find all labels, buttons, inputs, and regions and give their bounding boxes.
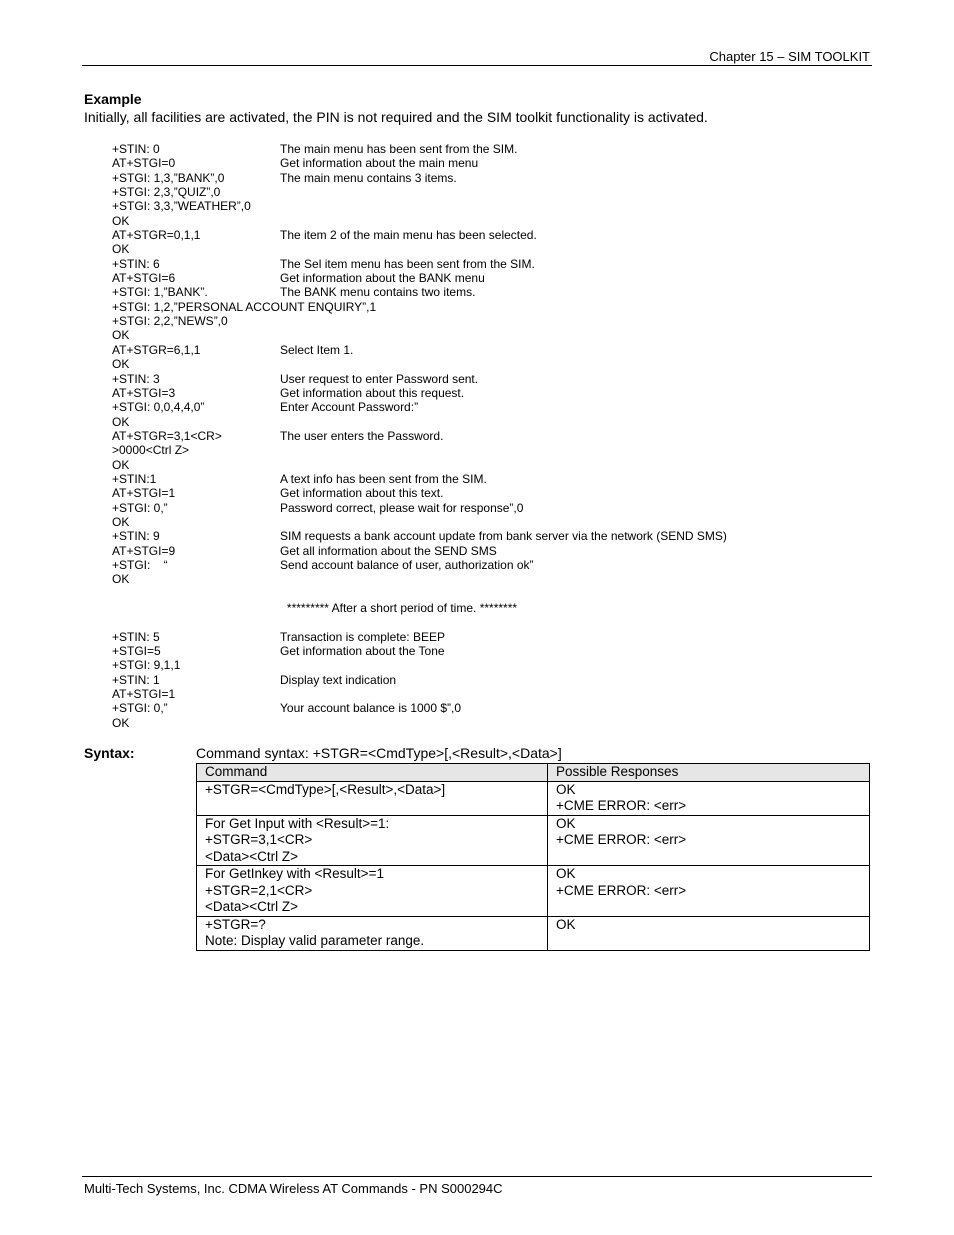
log-row — [112, 587, 812, 601]
command-line: <Data><Ctrl Z> — [205, 848, 299, 864]
log-row — [112, 400, 812, 414]
response-line: +CME ERROR: <err> — [556, 832, 687, 847]
log-row — [112, 630, 812, 644]
log-command: AT+STGR=6,1,1 — [112, 342, 201, 357]
log-command: +STIN: 9 — [112, 529, 160, 544]
log-command: +STGI: 2,3,”QUIZ”,0 — [112, 185, 221, 200]
log-row — [112, 300, 812, 314]
command-cell — [197, 815, 548, 866]
log-command: +STIN: 6 — [112, 256, 160, 271]
log-command: OK — [112, 514, 130, 529]
log-row — [112, 716, 812, 730]
log-row — [112, 386, 812, 400]
log-command: +STIN: 1 — [112, 672, 160, 687]
page-footer: Multi-Tech Systems, Inc. CDMA Wireless AT Commands - PN S000294C — [84, 1181, 503, 1196]
log-command: AT+STGI=6 — [112, 271, 176, 286]
log-row — [112, 314, 812, 328]
section-intro: Initially, all facilities are activated, the PIN is not required and the SIM toolkit functionality is activated. — [84, 109, 708, 125]
log-command: +STGI: 1,3,”BANK”,0 — [112, 170, 225, 185]
log-command: AT+STGR=0,1,1 — [112, 228, 201, 243]
log-description: The main menu contains 3 items. — [280, 170, 457, 185]
log-row — [112, 343, 812, 357]
log-description: Get information about the main menu — [280, 156, 479, 171]
log-command: +STIN: 3 — [112, 371, 160, 386]
log-row — [112, 529, 812, 543]
log-command: AT+STGI=9 — [112, 543, 176, 558]
log-command: AT+STGI=0 — [112, 156, 176, 171]
log-command: OK — [112, 213, 130, 228]
log-description: Get information about the Tone — [280, 644, 445, 659]
log-command: +STGI: 3,3,”WEATHER”,0 — [112, 199, 251, 214]
table-row — [197, 866, 870, 917]
command-line: +STGR=2,1<CR> — [205, 882, 313, 898]
table-row — [197, 815, 870, 866]
command-cell — [197, 781, 548, 815]
log-command: +STGI: 1,2,”PERSONAL ACCOUNT ENQUIRY”,1 — [112, 299, 377, 314]
log-row — [112, 285, 812, 299]
log-row — [112, 357, 812, 371]
log-description: Get information about this text. — [280, 486, 444, 501]
log-description: The item 2 of the main menu has been selected. — [280, 228, 537, 243]
log-command: OK — [112, 357, 130, 372]
command-table — [196, 763, 870, 951]
log-row — [112, 687, 812, 701]
log-description: The main menu has been sent from the SIM. — [280, 142, 518, 156]
log-row — [112, 443, 812, 457]
response-cell — [548, 781, 870, 815]
log-command: +STGI: 0,” — [112, 500, 168, 515]
command-line: Note: Display valid parameter range. — [205, 933, 425, 948]
command-cell — [197, 916, 548, 950]
syntax-text: Command syntax: +STGR=<CmdType>[,<Result>,<Data>] — [196, 745, 562, 761]
response-line: OK — [556, 866, 576, 881]
log-row — [112, 214, 812, 228]
log-row — [112, 486, 812, 500]
table-row — [197, 916, 870, 950]
log-command: +STGI: 1,”BANK”. — [112, 285, 208, 300]
log-row — [112, 658, 812, 672]
log-command: OK — [112, 414, 130, 429]
log-row — [112, 242, 812, 256]
log-row — [112, 644, 812, 658]
response-line: OK — [556, 815, 576, 831]
command-line: +STGR=<CmdType>[,<Result>,<Data>] — [205, 781, 446, 797]
log-row — [112, 415, 812, 429]
command-line: For Get Input with <Result>=1: — [205, 815, 390, 831]
log-description: Enter Account Password:” — [280, 400, 419, 415]
table-header-responses: Possible Responses — [548, 764, 870, 782]
log-description: ********* After a short period of time. ******** — [286, 601, 518, 615]
log-command: OK — [112, 328, 130, 343]
log-description: Get information about the BANK menu — [280, 271, 485, 286]
log-description: Get all information about the SEND SMS — [280, 543, 497, 558]
log-command: AT+STGI=3 — [112, 385, 176, 400]
log-row — [112, 701, 812, 715]
response-cell — [548, 815, 870, 866]
log-command: +STGI: 9,1,1 — [112, 658, 181, 673]
example-log — [112, 142, 812, 730]
log-description: Display text indication — [280, 672, 397, 687]
command-line: +STGR=3,1<CR> — [205, 832, 313, 847]
log-row — [112, 228, 812, 242]
log-row — [112, 544, 812, 558]
log-command: +STIN: 5 — [112, 629, 160, 644]
log-row — [112, 199, 812, 213]
log-row — [112, 515, 812, 529]
table-header-command: Command — [197, 764, 548, 782]
log-description: The Sel item menu has been sent from the SIM. — [280, 256, 535, 271]
log-row — [112, 472, 812, 486]
log-description: Password correct, please wait for response”,0 — [280, 500, 524, 515]
footer-rule — [82, 1176, 872, 1177]
log-command: +STGI: 0,0,4,4,0” — [112, 400, 205, 415]
page-header-chapter: Chapter 15 – SIM TOOLKIT — [709, 49, 870, 64]
log-row — [112, 601, 812, 615]
log-row — [112, 458, 812, 472]
response-line: +CME ERROR: <err> — [556, 798, 687, 813]
log-row — [112, 558, 812, 572]
log-command: OK — [112, 457, 130, 472]
log-row — [112, 185, 812, 199]
log-row — [112, 328, 812, 342]
log-description: Send account balance of user, authorization ok” — [280, 557, 534, 572]
log-command: +STGI: “ — [112, 557, 168, 572]
log-command: +STGI: 0,” — [112, 701, 168, 716]
log-description: SIM requests a bank account update from bank server via the network (SEND SMS) — [280, 529, 727, 544]
log-row — [112, 501, 812, 515]
log-row — [112, 572, 812, 586]
table-header-row — [197, 764, 870, 782]
log-description: The BANK menu contains two items. — [280, 285, 476, 300]
table-row — [197, 781, 870, 815]
response-line: +CME ERROR: <err> — [556, 882, 687, 898]
log-row — [112, 615, 812, 629]
log-command: OK — [112, 242, 130, 257]
log-description: User request to enter Password sent. — [280, 371, 479, 386]
log-command: >0000<Ctrl Z> — [112, 443, 190, 458]
log-row — [112, 271, 812, 285]
header-rule — [82, 65, 872, 66]
log-description: Select Item 1. — [280, 342, 354, 357]
log-command: +STGI: 2,2,”NEWS”,0 — [112, 314, 228, 329]
response-cell — [548, 866, 870, 917]
response-line: OK — [556, 781, 576, 797]
response-line: OK — [556, 916, 576, 932]
command-line: For GetInkey with <Result>=1 — [205, 866, 384, 881]
log-command: AT+STGI=1 — [112, 486, 176, 501]
log-command: AT+STGR=3,1<CR> — [112, 428, 222, 443]
log-row — [112, 171, 812, 185]
log-row — [112, 156, 812, 170]
log-command: +STIN: 0 — [112, 142, 160, 156]
log-row — [112, 142, 812, 156]
command-cell — [197, 866, 548, 917]
log-row — [112, 429, 812, 443]
log-command: AT+STGI=1 — [112, 687, 176, 702]
log-command: +STIN:1 — [112, 471, 157, 486]
log-row — [112, 372, 812, 386]
log-command: OK — [112, 572, 130, 587]
log-description: A text info has been sent from the SIM. — [280, 471, 487, 486]
command-line: <Data><Ctrl Z> — [205, 899, 299, 914]
section-title: Example — [84, 91, 142, 107]
log-description: The user enters the Password. — [280, 428, 444, 443]
command-line: +STGR=? — [205, 916, 266, 932]
syntax-label: Syntax: — [84, 745, 135, 761]
response-cell — [548, 916, 870, 950]
log-command: OK — [112, 715, 130, 730]
log-row — [112, 673, 812, 687]
log-description: Transaction is complete: BEEP — [280, 629, 445, 644]
log-command: +STGI=5 — [112, 644, 161, 659]
log-description: Your account balance is 1000 $”,0 — [280, 701, 462, 716]
log-row — [112, 257, 812, 271]
log-description: Get information about this request. — [280, 385, 465, 400]
